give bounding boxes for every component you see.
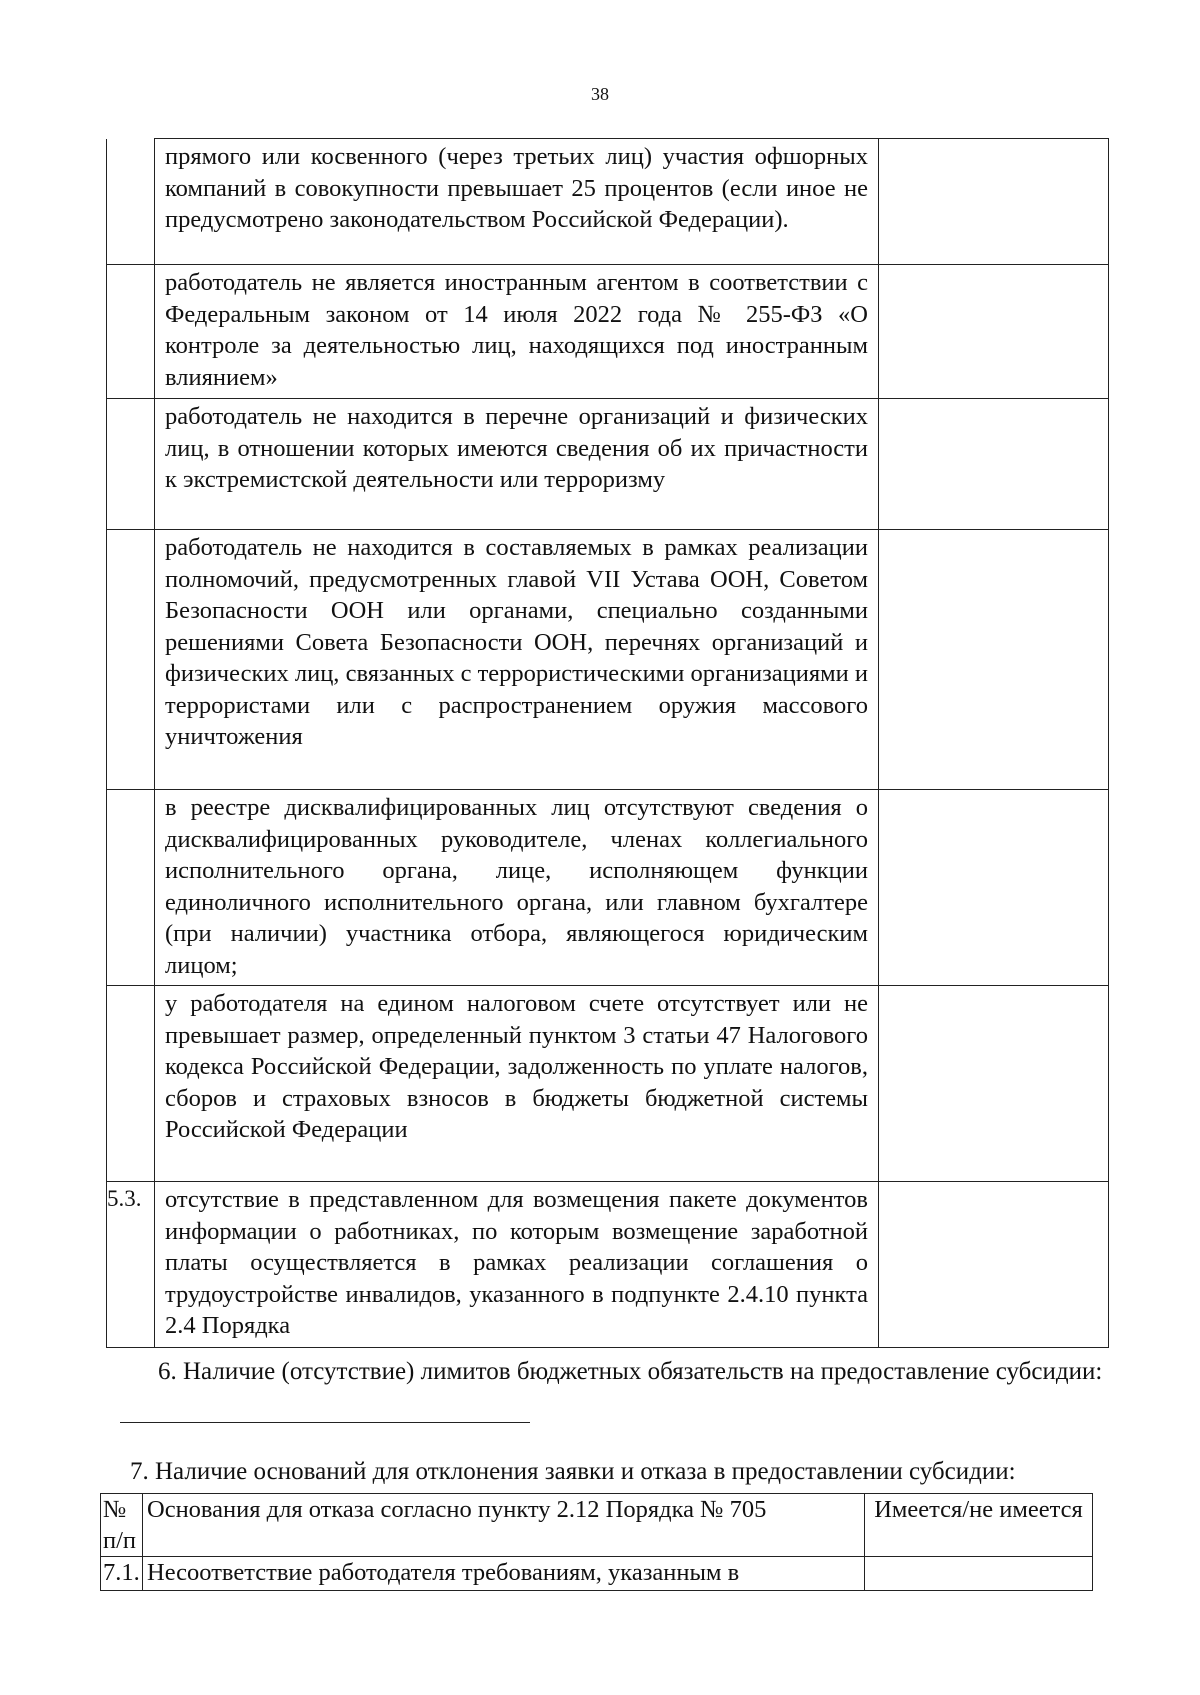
- requirement-text-cell: работодатель не находится в перечне организаций и физических лиц, в отношении которых имеются сведения об их причастности к экстремистской деятельности или терроризму: [155, 399, 879, 530]
- refusal-grounds-table: [100, 1493, 1093, 1591]
- table-row: [107, 399, 1109, 530]
- mark-cell[interactable]: [879, 530, 1109, 790]
- row-number-cell: [107, 399, 155, 530]
- mark-cell[interactable]: [879, 139, 1109, 265]
- row-number-cell: [107, 986, 155, 1182]
- row-number-cell: [107, 139, 155, 265]
- row-number-cell: 5.3.: [107, 1182, 155, 1348]
- table-header-row: [101, 1494, 1093, 1557]
- requirement-text-cell: прямого или косвенного (через третьих лиц) участия офшорных компаний в совокупности превышает 25 процентов (если иное не предусмотрено законодательством Российской Федерации).: [155, 139, 879, 265]
- requirement-text-cell: в реестре дисквалифицированных лиц отсутствуют сведения о дисквалифицированных руководителе, членах коллегиального исполнительного органа, лице, исполняющем функции единоличного исполнительного органа, или главном бухгалтере (при наличии) участника отбора, являющегося юридическим лицом;: [155, 790, 879, 986]
- header-availability: Имеется/не имеется: [865, 1494, 1093, 1557]
- row-number-cell: [107, 265, 155, 399]
- mark-cell[interactable]: [879, 986, 1109, 1182]
- table-row: [107, 1182, 1109, 1348]
- section-6-paragraph: [120, 1355, 1105, 1423]
- table-row: [101, 1557, 1093, 1591]
- mark-cell[interactable]: [879, 265, 1109, 399]
- header-number: № п/п: [101, 1494, 143, 1557]
- requirement-text-cell: отсутствие в представленном для возмещения пакете документов информации о работниках, по которым возмещение заработной платы осуществляется в рамках реализации соглашения о трудоустройстве инвалидов, указанного в подпункте 2.4.10 пункта 2.4 Порядка: [155, 1182, 879, 1348]
- header-basis: Основания для отказа согласно пункту 2.12 Порядка № 705: [143, 1494, 865, 1557]
- row-number-cell: [107, 530, 155, 790]
- mark-cell[interactable]: [879, 790, 1109, 986]
- requirement-text-cell: у работодателя на едином налоговом счете отсутствует или не превышает размер, определенный пунктом 3 статьи 47 Налогового кодекса Российской Федерации, задолженность по уплате налогов, сборов и страховых взносов в бюджеты бюджетной системы Российской Федерации: [155, 986, 879, 1182]
- mark-cell[interactable]: [879, 1182, 1109, 1348]
- table-row: [107, 530, 1109, 790]
- row-number-cell: 7.1.: [101, 1557, 143, 1591]
- table-row: [107, 790, 1109, 986]
- table-row: [107, 265, 1109, 399]
- table-row: [107, 139, 1109, 265]
- requirement-text-cell: работодатель не находится в составляемых в рамках реализации полномочий, предусмотренных главой VII Устава ООН, Советом Безопасности ООН или органами, специально созданными решениями Совета Безопасности ООН, перечнях организаций и физических лиц, связанных с террористическими организациями и террористами или с распространением оружия массового уничтожения: [155, 530, 879, 790]
- requirements-table: [106, 138, 1109, 1348]
- page-number: 38: [591, 84, 609, 104]
- availability-cell[interactable]: [865, 1557, 1093, 1591]
- requirement-text-cell: работодатель не является иностранным агентом в соответствии с Федеральным законом от 14 июля 2022 года № 255-ФЗ «О контроле за деятельностью лиц, находящихся под иностранным влиянием»: [155, 265, 879, 399]
- section-6-blank-field[interactable]: [120, 1398, 530, 1423]
- mark-cell[interactable]: [879, 399, 1109, 530]
- section-7-heading: 7. Наличие оснований для отклонения заявки и отказа в предоставлении субсидии:: [130, 1458, 1016, 1485]
- row-number-cell: [107, 790, 155, 986]
- section-6-text: 6. Наличие (отсутствие) лимитов бюджетных обязательств на предоставление субсидии:: [158, 1358, 1103, 1385]
- basis-text-cell: Несоответствие работодателя требованиям, указанным в: [143, 1557, 865, 1591]
- table-row: [107, 986, 1109, 1182]
